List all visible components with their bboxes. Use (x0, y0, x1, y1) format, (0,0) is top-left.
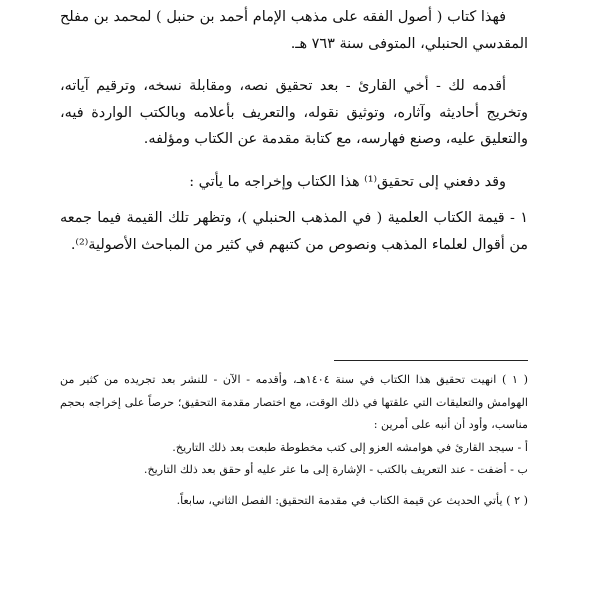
footnote-separator (334, 360, 528, 361)
main-text (60, 4, 528, 258)
paragraph-motivation: وقد دفعني إلى تحقيق⁽¹⁾ هذا الكتاب وإخراجه ما يأتي : (189, 173, 506, 190)
footnote-1-item-b: ب - أضفت - عند التعريف بالكتب - الإشارة إلى ما عثر عليه أو حقق بعد ذلك التاريخ. (143, 463, 528, 476)
footnote-1: ( ١ ) انهيت تحقيق هذا الكتاب في سنة ١٤٠٤هـ، وأقدمه - الآن - للنشر بعد تجريده من كثير من الهوامش والتعليقات التي علقتها في ذلك الوقت، مع اختصار مقدمة التحقيق؛ حرصاً على إخراجه بحجم مناسب، وأود أن أنبه على أمرين : (60, 373, 528, 431)
paragraph-intro: فهذا كتاب ( أصول الفقه على مذهب الإمام أحمد بن حنبل ) لمحمد بن مفلح المقدسي الحنبلي، المتوفى سنة ٧٦٣ هـ. (60, 9, 528, 52)
footnote-2: ( ٢ ) يأتي الحديث عن قيمة الكتاب في مقدمة التحقيق: الفصل الثاني، سابعاً. (176, 493, 528, 507)
paragraph-reason-1: ١ - قيمة الكتاب العلمية ( في المذهب الحنبلي )، وتظهر تلك القيمة فيما جمعه من أقوال لعلماء المذهب ونصوص من كتبهم في كثير من المباحث الأصولية⁽²⁾. (60, 210, 528, 253)
paragraph-presentation: أقدمه لك - أخي القارئ - بعد تحقيق نصه، ومقابلة نسخه، وترقيم آياته، وتخريج أحاديثه وآثاره، وتوثيق نقوله، والتعريف بأعلامه وبالكتب الواردة فيه، والتعليق عليه، وصنع فهارسه، مع كتابة مقدمة عن الكتاب ومؤلفه. (60, 78, 528, 147)
footnotes (60, 369, 528, 512)
footnote-1-item-a: أ - سيجد القارئ في هوامشه العزو إلى كتب مخطوطة طبعت بعد ذلك التاريخ. (172, 440, 528, 454)
